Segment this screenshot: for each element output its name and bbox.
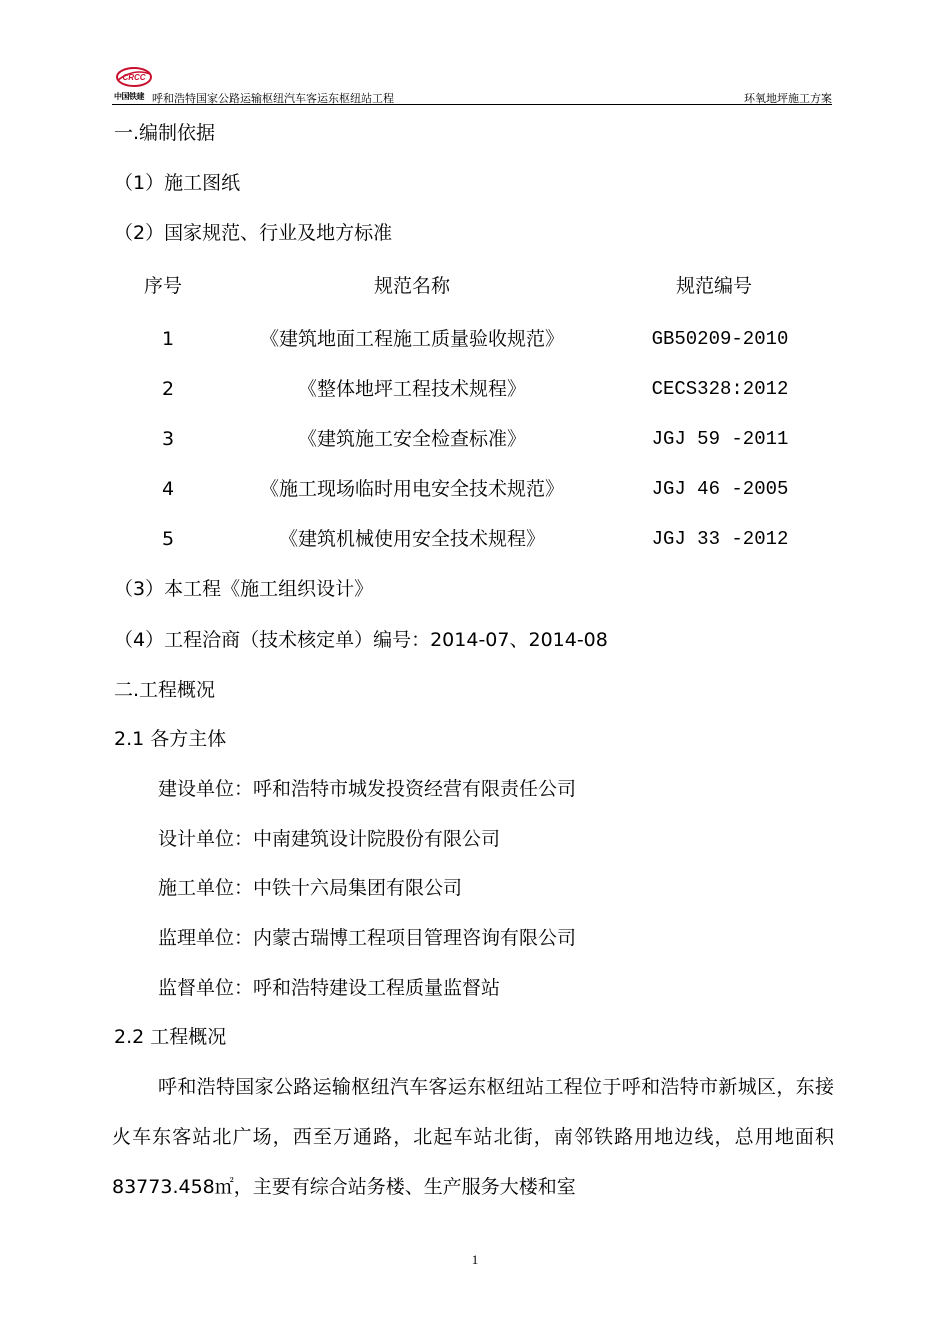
table-cell-code: JGJ 33 -2012 bbox=[651, 528, 789, 550]
table-cell-code: JGJ 46 -2005 bbox=[651, 478, 789, 500]
section1-item1: （1）施工图纸 bbox=[114, 172, 241, 194]
page-number: 1 bbox=[471, 1252, 479, 1267]
table-cell-no: 1 bbox=[161, 328, 175, 350]
crcc-logo-icon bbox=[112, 64, 156, 92]
table-cell-no: 2 bbox=[161, 378, 175, 400]
table-cell-code: CECS328:2012 bbox=[651, 378, 789, 400]
section1-item2: （2）国家规范、行业及地方标准 bbox=[114, 222, 393, 244]
party-supervision: 监理单位：内蒙古瑞博工程项目管理咨询有限公司 bbox=[158, 927, 577, 949]
table-header-name: 规范名称 bbox=[373, 275, 450, 297]
section2-title: 二.工程概况 bbox=[114, 679, 216, 701]
table-cell-no: 3 bbox=[161, 428, 175, 450]
table-cell-no: 4 bbox=[161, 478, 175, 500]
logo-top-text: CRCC bbox=[122, 73, 146, 82]
table-cell-name: 《建筑地面工程施工质量验收规范》 bbox=[259, 328, 564, 350]
header-project-name: 呼和浩特国家公路运输枢纽汽车客运东枢纽站工程 bbox=[152, 92, 394, 105]
party-construction: 建设单位：呼和浩特市城发投资经营有限责任公司 bbox=[158, 778, 577, 800]
table-cell-name: 《整体地坪工程技术规程》 bbox=[297, 378, 526, 400]
table-header-no: 序号 bbox=[144, 275, 183, 297]
table-header-code: 规范编号 bbox=[676, 275, 753, 297]
table-cell-no: 5 bbox=[161, 528, 175, 550]
table-cell-name: 《施工现场临时用电安全技术规范》 bbox=[259, 478, 564, 500]
header-doc-title: 环氧地坪施工方案 bbox=[744, 92, 832, 105]
section1-item4: （4）工程洽商（技术核定单）编号：2014-07、2014-08 bbox=[114, 629, 608, 651]
section2-sub1-title: 2.1 各方主体 bbox=[114, 728, 227, 750]
table-cell-name: 《建筑机械使用安全技术规程》 bbox=[278, 528, 545, 550]
party-quality-supervision: 监督单位：呼和浩特建设工程质量监督站 bbox=[158, 977, 501, 999]
party-design: 设计单位：中南建筑设计院股份有限公司 bbox=[158, 828, 501, 850]
table-cell-code: JGJ 59 -2011 bbox=[651, 428, 789, 450]
crcc-logo bbox=[112, 64, 156, 100]
project-overview-paragraph: 呼和浩特国家公路运输枢纽汽车客运东枢纽站工程位于呼和浩特市新城区，东接火车东客站北广场，西至万通路，北起车站北街，南邻铁路用地边线，总用地面积83773.458㎡，主要有综合站务楼、生产服务大楼和室 bbox=[112, 1076, 834, 1198]
logo-text: 中国铁建 bbox=[114, 92, 144, 101]
table-cell-code: GB50209-2010 bbox=[651, 328, 789, 350]
table-cell-name: 《建筑施工安全检查标准》 bbox=[297, 428, 526, 450]
section1-item3: （3）本工程《施工组织设计》 bbox=[114, 578, 374, 600]
page-header bbox=[112, 64, 832, 105]
section2-sub2-title: 2.2 工程概况 bbox=[114, 1026, 227, 1048]
party-contractor: 施工单位：中铁十六局集团有限公司 bbox=[158, 877, 463, 899]
section1-title: 一.编制依据 bbox=[114, 122, 216, 144]
